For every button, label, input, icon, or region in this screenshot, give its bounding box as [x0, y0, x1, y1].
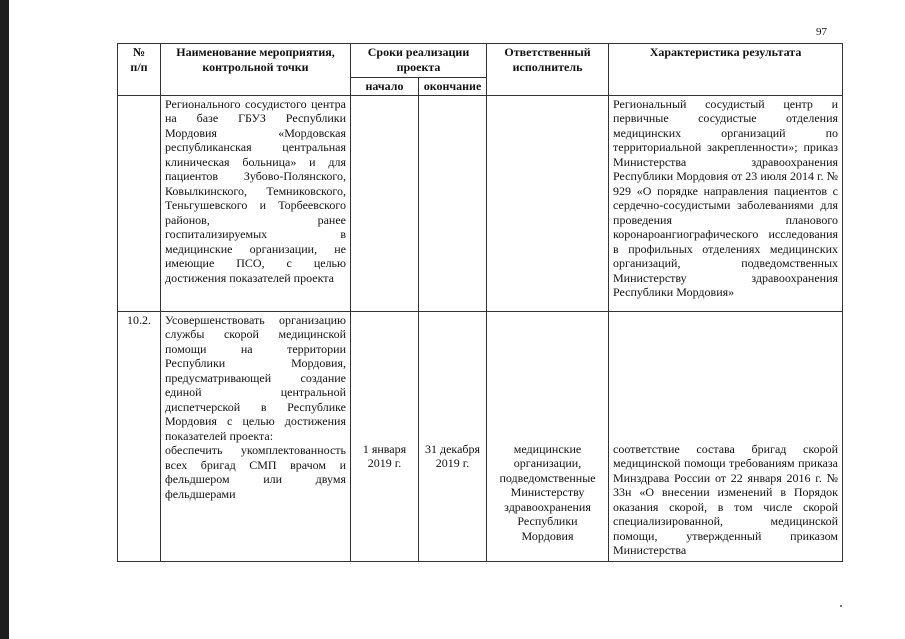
header-end: окончание: [419, 78, 487, 96]
row2-name: Усовершенствовать организацию службы скорой медицинской помощи на территории Республики Мордовия, предусматривающей создание единой центральной диспетчерской в Республике Мордовия с целью достижения показателей проекта:: [165, 312, 346, 443]
scan-binding-edge: [0, 0, 9, 639]
row1-result: Региональный сосудистый центр и первичные сосудистые отделения медицинских организаций по территориальной закрепленности»; приказ Министерства здравоохранения Республики Мордовия от 23 июля 2014 г. № 929 «О порядке направления пациентов с сердечно-сосудистыми заболеваниями для проведения планового коронароангиографического исследования в профильных отделениях медицинских организаций, подведомственных Министерству здравоохранения Республики Мордовия»: [609, 95, 843, 311]
table-header-row: [118, 44, 843, 78]
row2-name-cell: [161, 311, 351, 561]
header-responsible: Ответственный исполнитель: [487, 44, 609, 96]
table-row: [118, 311, 843, 561]
row1-name: Регионального сосудистого центра на базе ГБУЗ Республики Мордовия «Мордовская республиканская центральная клиническая больница» и для пациентов Зубово-Полянского, Ковылкинского, Темниковского, Теньгушевского и Торбеевского районов, ранее госпитализируемых в медицинские организации, не имеющие ПСО, с целью достижения показателей проекта: [161, 95, 351, 311]
page-number: 97: [816, 26, 827, 38]
header-start: начало: [351, 78, 419, 96]
header-terms: Сроки реализации проекта: [351, 44, 487, 78]
row2-end: 31 декабря 2019 г.: [419, 311, 487, 561]
row2-start: 1 января 2019 г.: [351, 311, 419, 561]
header-result: Характеристика результата: [609, 44, 843, 96]
events-table: [117, 43, 843, 562]
scan-speck: [840, 605, 842, 607]
row2-num: 10.2.: [118, 311, 161, 561]
header-num: № п/п: [118, 44, 161, 96]
row1-start: [351, 95, 419, 311]
row2-name-sub: обеспечить укомплектованность всех бригад СМП врачом и фельдшером или двумя фельдшерами: [165, 443, 346, 501]
row1-end: [419, 95, 487, 311]
header-name: Наименование мероприятия, контрольной точки: [161, 44, 351, 96]
row2-result: соответствие состава бригад скорой медицинской помощи требованиям приказа Минздрава России от 22 января 2016 г. № 33н «О внесении изменений в Порядок оказания скорой, в том числе скорой специализированной, медицинской помощи, утвержденный приказом Министерства: [609, 311, 843, 561]
table-row: [118, 95, 843, 311]
row2-responsible: медицинские организации, подведомственные Министерству здравоохранения Республики Мордовия: [487, 311, 609, 561]
row1-responsible: [487, 95, 609, 311]
row1-num: [118, 95, 161, 311]
